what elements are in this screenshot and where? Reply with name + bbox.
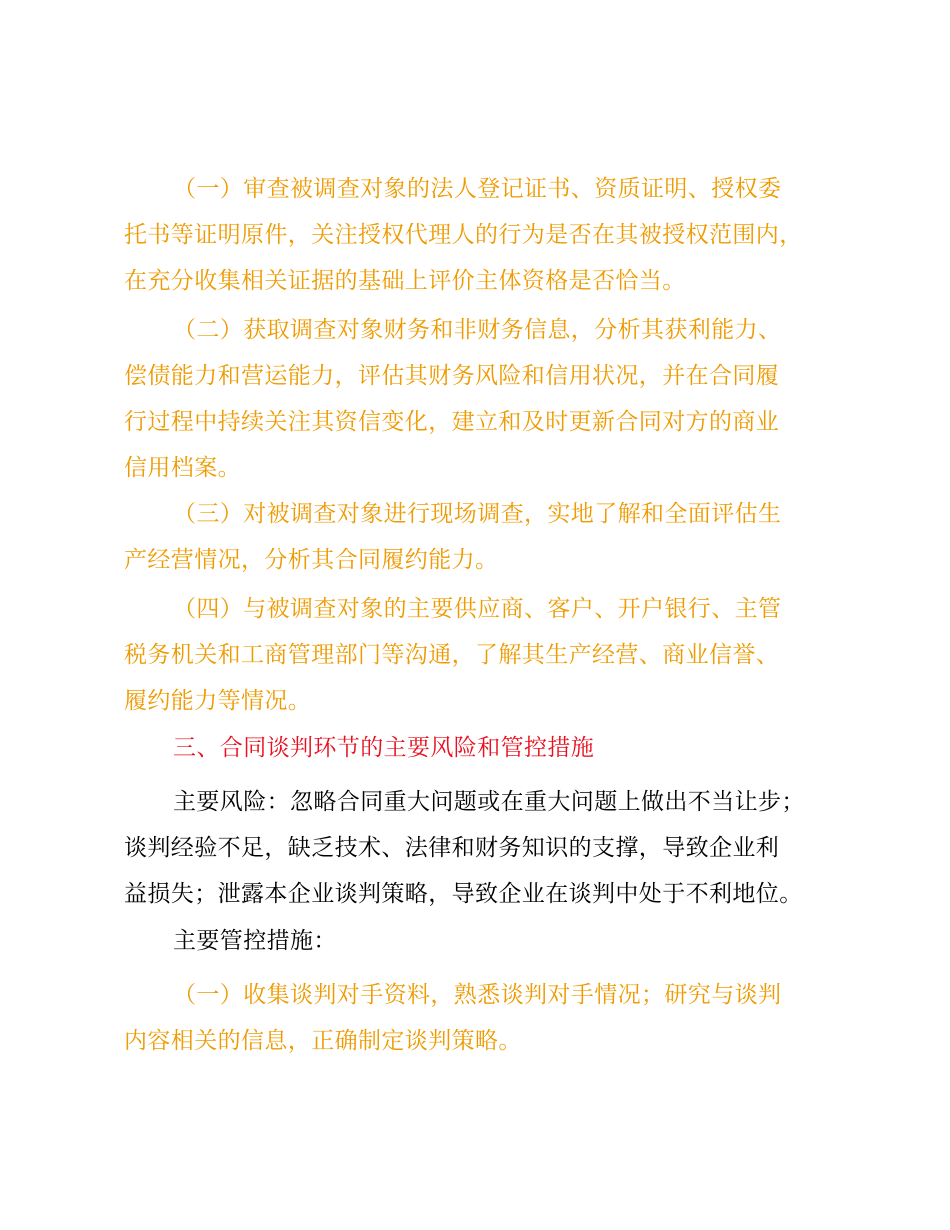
section-heading xyxy=(124,725,844,771)
paragraph-line: 产经营情况，分析其合同履约能力。 xyxy=(124,547,499,573)
paragraph-line: 偿债能力和营运能力，评估其财务风险和信用状况，并在合同履 xyxy=(124,363,780,389)
paragraph-site-investigation xyxy=(124,491,844,583)
paragraph-line: 主要管控措施： xyxy=(173,928,337,954)
paragraph-collect-opponent-info xyxy=(124,972,844,1064)
paragraph-line: 益损失；泄露本企业谈判策略，导致企业在谈判中处于不利地位。 xyxy=(124,881,803,907)
paragraph-line: 谈判经验不足，缺乏技术、法律和财务知识的支撑，导致企业利 xyxy=(124,835,780,861)
paragraph-line: 主要风险：忽略合同重大问题或在重大问题上做出不当让步； xyxy=(173,789,805,815)
paragraph-line: 信用档案。 xyxy=(124,455,241,481)
paragraph-financial-information xyxy=(124,307,844,491)
paragraph-line: 行过程中持续关注其资信变化，建立和及时更新合同对方的商业 xyxy=(124,409,780,435)
paragraph-line: 税务机关和工商管理部门等沟通，了解其生产经营、商业信誉、 xyxy=(124,642,780,668)
paragraph-review-legal-documents xyxy=(124,166,844,304)
paragraph-line: （二）获取调查对象财务和非财务信息，分析其获利能力、 xyxy=(173,317,782,343)
paragraph-line: （一）收集谈判对手资料，熟悉谈判对手情况；研究与谈判 xyxy=(173,982,782,1008)
paragraph-line: 托书等证明原件，关注授权代理人的行为是否在其被授权范围内， xyxy=(124,222,803,248)
paragraph-communicate-parties xyxy=(124,586,844,724)
paragraph-line: （三）对被调查对象进行现场调查，实地了解和全面评估生 xyxy=(173,501,782,527)
section-heading-text: 三、合同谈判环节的主要风险和管控措施 xyxy=(173,735,595,761)
paragraph-line: 在充分收集相关证据的基础上评价主体资格是否恰当。 xyxy=(124,268,686,294)
paragraph-line: （一）审查被调查对象的法人登记证书、资质证明、授权委 xyxy=(173,176,782,202)
paragraph-line: （四）与被调查对象的主要供应商、客户、开户银行、主管 xyxy=(173,596,782,622)
paragraph-control-measures-label xyxy=(124,918,844,964)
paragraph-line: 履约能力等情况。 xyxy=(124,688,312,714)
paragraph-line: 内容相关的信息，正确制定谈判策略。 xyxy=(124,1028,522,1054)
paragraph-main-risks xyxy=(124,779,844,917)
